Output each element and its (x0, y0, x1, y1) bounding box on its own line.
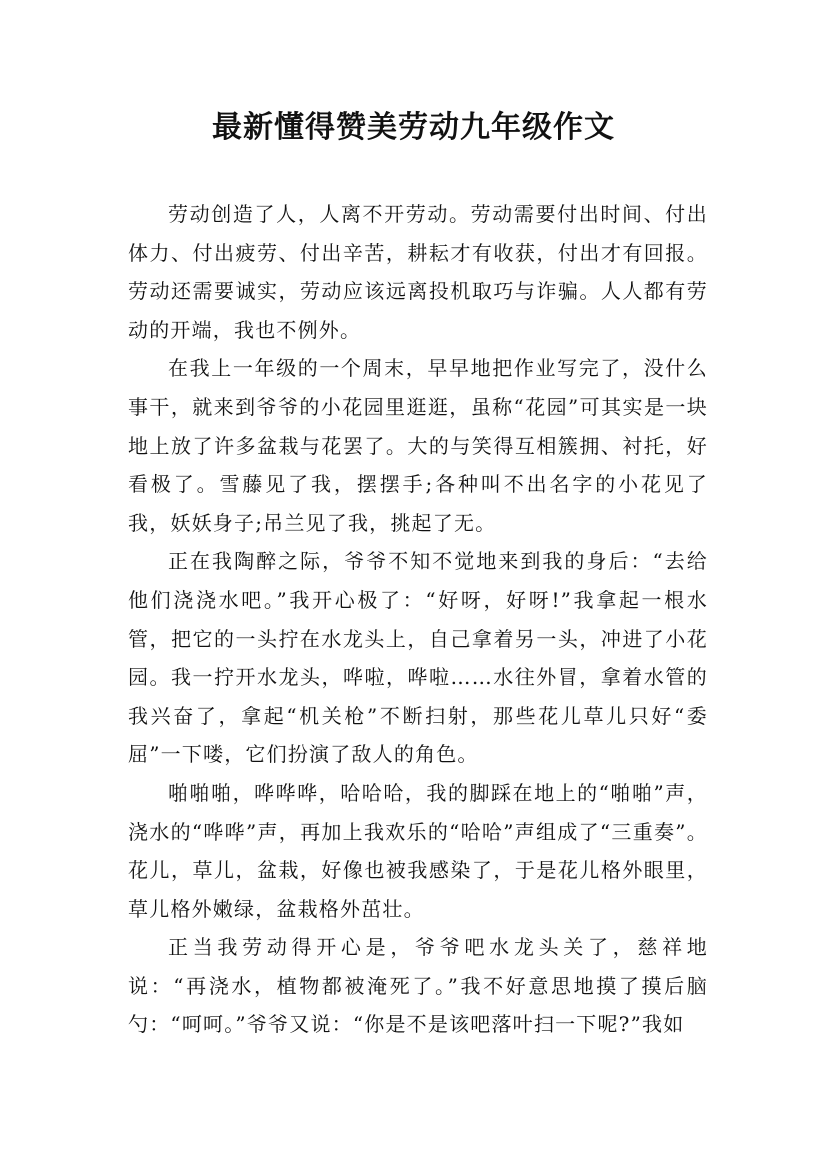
paragraph-4: 啪啪啪，哗哗哗，哈哈哈，我的脚踩在地上的“啪啪”声，浇水的“哗哗”声，再加上我欢乐的“哈哈”声组成了“三重奏”。花儿，草儿，盆栽，好像也被我感染了，于是花儿格外眼里，草儿格外嫩绿，盆栽格外茁壮。 (128, 780, 708, 921)
document-body (128, 195, 708, 1044)
paragraph-2: 在我上一年级的一个周末，早早地把作业写完了，没什么事干，就来到爷爷的小花园里逛逛，虽称“花园”可其实是一块地上放了许多盆栽与花罢了。大的与笑得互相簇拥、衬托，好看极了。雪藤见了我，摆摆手;各种叫不出名字的小花见了我，妖妖身子;吊兰见了我，挑起了无。 (128, 356, 708, 535)
paragraph-5: 正当我劳动得开心是，爷爷吧水龙头关了，慈祥地说：“再浇水，植物都被淹死了。”我不好意思地摸了摸后脑勺：“呵呵。”爷爷又说：“你是不是该吧落叶扫一下呢?”我如 (128, 935, 708, 1037)
document-title: 最新懂得赞美劳动九年级作文 (212, 110, 615, 145)
paragraph-1: 劳动创造了人，人离不开劳动。劳动需要付出时间、付出体力、付出疲劳、付出辛苦，耕耘才有收获，付出才有回报。劳动还需要诚实，劳动应该远离投机取巧与诈骗。人人都有劳动的开端，我也不例外。 (128, 202, 708, 342)
paragraph-3: 正在我陶醉之际，爷爷不知不觉地来到我的身后：“去给他们浇浇水吧。”我开心极了：“好呀，好呀!”我拿起一根水管，把它的一头拧在水龙头上，自己拿着另一头，冲进了小花园。我一拧开水龙头，哗啦，哗啦……水往外冒，拿着水管的我兴奋了，拿起“机关枪”不断扫射，那些花儿草儿只好“委屈”一下喽，它们扮演了敌人的角色。 (128, 549, 708, 767)
